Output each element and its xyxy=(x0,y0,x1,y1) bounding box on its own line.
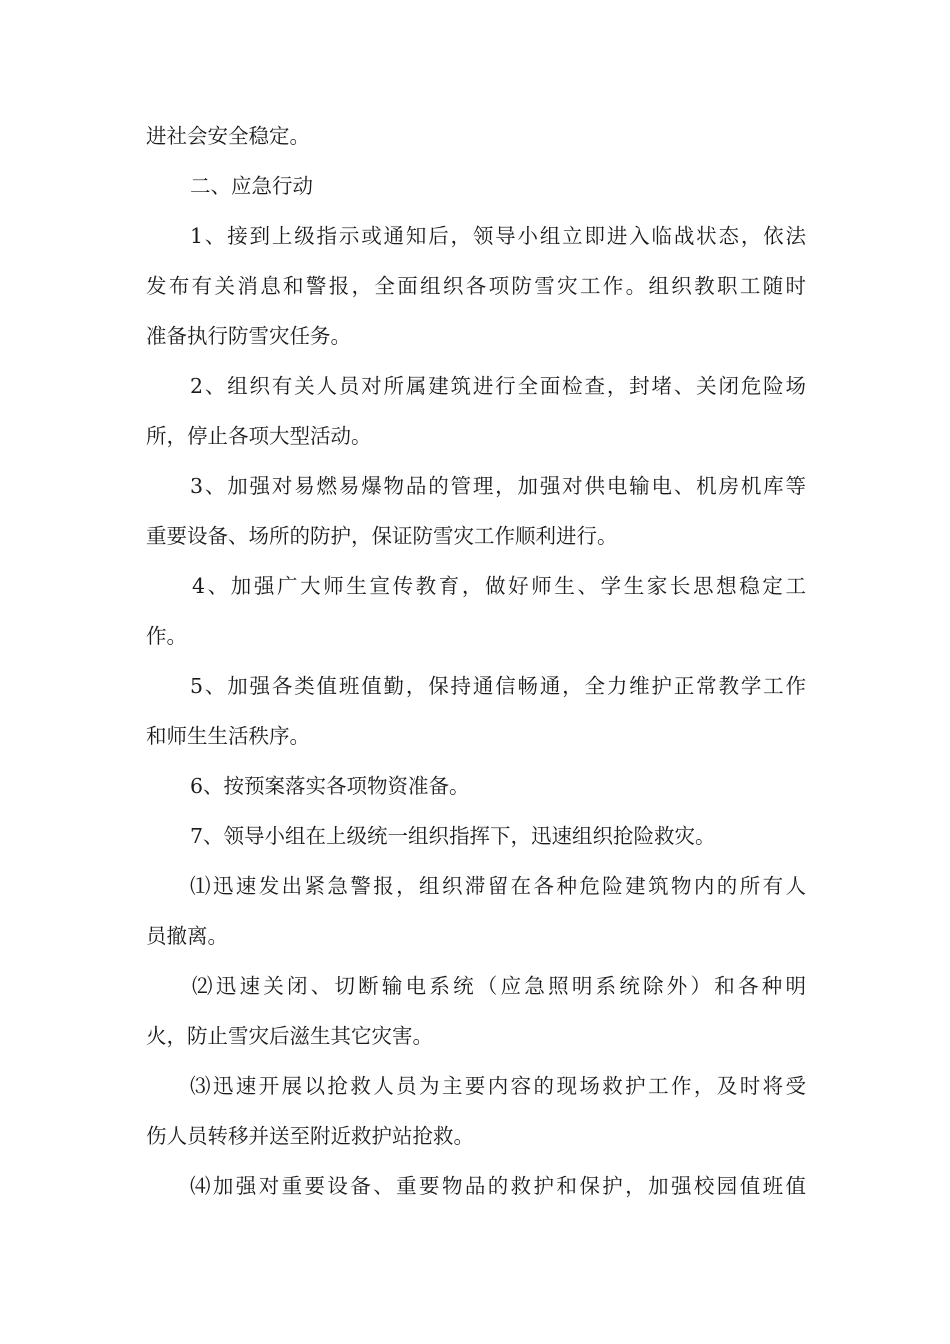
text-line: 和师生生活秩序。 xyxy=(146,724,310,748)
text-line: ⑵迅速关闭、切断输电系统（应急照明系统除外）和各种明 xyxy=(192,974,806,998)
text-line: 作。 xyxy=(146,624,187,648)
text-line: 6、按预案落实各项物资准备。 xyxy=(190,774,470,798)
text-line: 员撤离。 xyxy=(146,924,228,948)
text-line: 3、加强对易燃易爆物品的管理，加强对供电输电、机房机库等 xyxy=(190,474,806,498)
text-line: 1、接到上级指示或通知后，领导小组立即进入临战状态，依法 xyxy=(190,224,806,248)
text-line: 7、领导小组在上级统一组织指挥下，迅速组织抢险救灾。 xyxy=(190,824,716,848)
text-line: 火，防止雪灾后滋生其它灾害。 xyxy=(146,1024,433,1048)
text-line: ⑷加强对重要设备、重要物品的救护和保护，加强校园值班值 xyxy=(190,1174,806,1198)
text-line: 准备执行防雪灾任务。 xyxy=(146,324,351,348)
text-line: 重要设备、场所的防护，保证防雪灾工作顺利进行。 xyxy=(146,524,618,548)
text-line: 2、组织有关人员对所属建筑进行全面检查，封堵、关闭危险场 xyxy=(190,374,806,398)
text-line: 4、加强广大师生宣传教育，做好师生、学生家长思想稳定工 xyxy=(192,574,806,598)
text-line: 5、加强各类值班值勤，保持通信畅通，全力维护正常教学工作 xyxy=(190,674,806,698)
text-line: ⑴迅速发出紧急警报，组织滞留在各种危险建筑物内的所有人 xyxy=(190,874,806,898)
section-heading: 二、应急行动 xyxy=(190,174,313,198)
text-line: 所，停止各项大型活动。 xyxy=(146,424,372,448)
text-line: 伤人员转移并送至附近救护站抢救。 xyxy=(146,1124,474,1148)
text-line: 进社会安全稳定。 xyxy=(146,124,310,148)
text-line: 发布有关消息和警报，全面组织各项防雪灾工作。组织教职工随时 xyxy=(146,274,806,298)
text-line: ⑶迅速开展以抢救人员为主要内容的现场救护工作，及时将受 xyxy=(190,1074,806,1098)
